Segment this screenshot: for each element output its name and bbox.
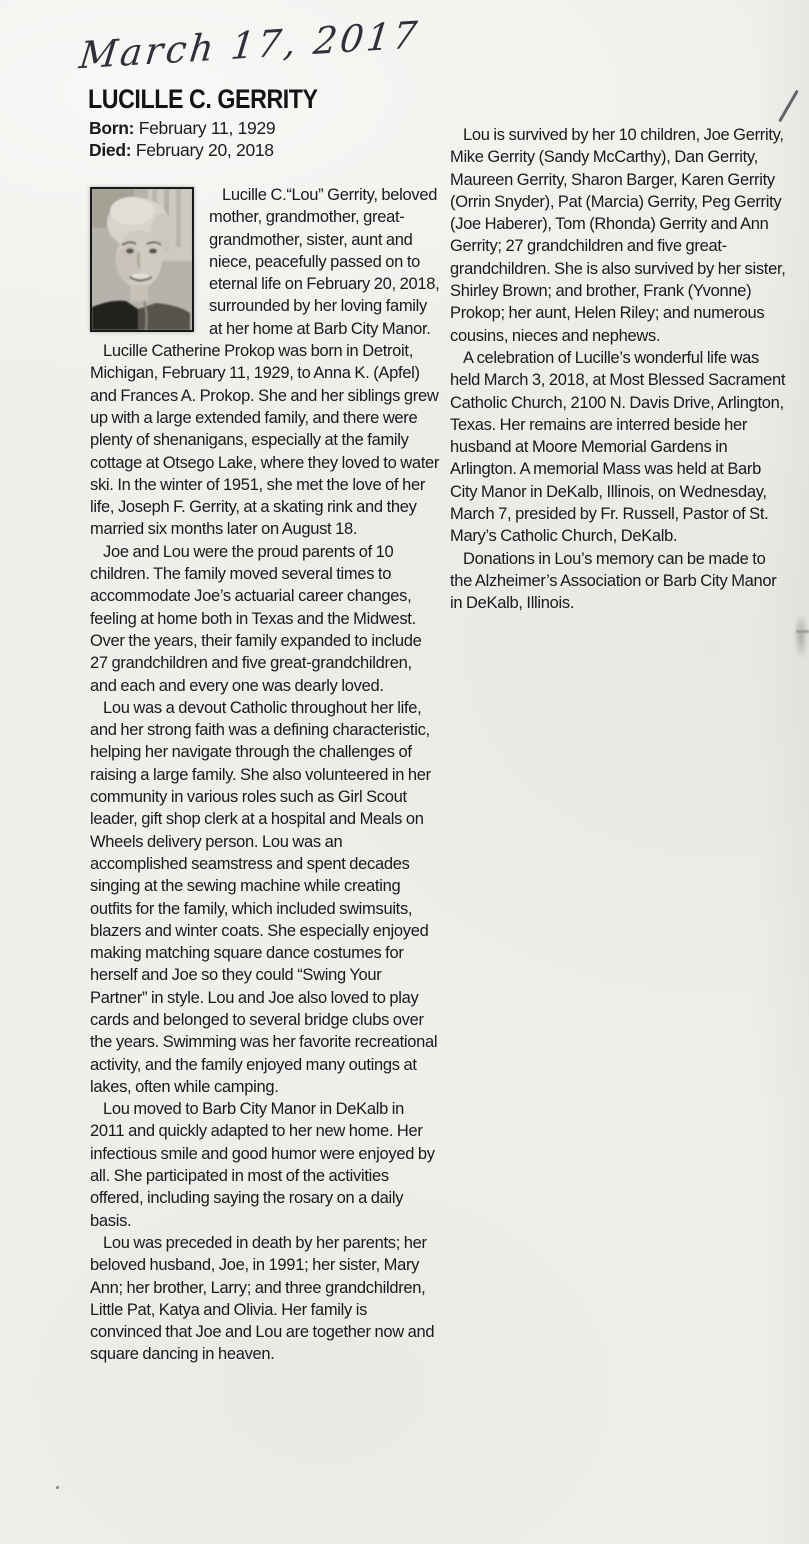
- paragraph: Lou is survived by her 10 children, Joe Gerrity, Mike Gerrity (Sandy McCarthy), Dan Gerrity, Maureen Gerrity, Sharon Barger, Karen Gerrity (Orrin Snyder), Pat (Marcia) Gerrity, Peg Gerrity (Joe Haberer), Tom (Rhonda) Gerrity and Ann Gerrity; 27 grandchildren and five great-grandchildren. She is also survived by her sister, Shirley Brown; and brother, Frank (Yvonne) Prokop; her aunt, Helen Riley; and numerous cousins, nieces and nephews.: [450, 126, 786, 345]
- paragraph: Lou was a devout Catholic throughout her life, and her strong faith was a defining characteristic, helping her navigate through the challenges of raising a large family. She also volunteered in her community in various roles such as Girl Scout leader, gift shop clerk at a hospital and Meals on Wheels delivery person. Lou was an accomplished seamstress and spent decades singing at the sewing machine while creating outfits for the family, which included swimsuits, blazers and winter coats. She especially enjoyed making matching square dance costumes for herself and Joe so they could “Swing Your Partner” in style. Lou and Joe also loved to play cards and belonged to several bridge clubs over the years. Swimming was her favorite recreational activity, and the family enjoyed many outings at lakes, often while camping.: [90, 698, 438, 1096]
- pen-mark-artifact: [778, 90, 799, 123]
- portrait-photo: [90, 187, 194, 332]
- born-line: [89, 117, 275, 139]
- paragraph-text: Lucille C.“Lou” Gerrity, beloved mother, grandmother, great-grandmother, sister, aunt and niece, peacefully passed on to eternal life on February 20, 2018, surrounded by her loving family at her home at Barb City Manor.: [209, 186, 440, 338]
- scan-smudge-line-artifact: [796, 630, 809, 633]
- paragraph: Lou was preceded in death by her parents; her beloved husband, Joe, in 1991; her sister, Mary Ann; her brother, Larry; and three grandchildren, Little Pat, Katya and Olivia. Her family is convinced that Joe and Lou are together now and square dancing in heaven.: [90, 1233, 435, 1364]
- paragraph-with-photo: [90, 184, 440, 340]
- died-value: February 20, 2018: [135, 140, 274, 160]
- scan-smudge-artifact: [793, 610, 809, 662]
- handwritten-date: March 17, 2017: [77, 13, 423, 78]
- paragraph: Lucille Catherine Prokop was born in Detroit, Michigan, February 11, 1929, to Anna K. (Apfel) and Frances A. Prokop. She and her siblings grew up with a large extended family, and there were plenty of shenanigans, especially at the family cottage at Otsego Lake, where they loved to water ski. In the winter of 1951, she met the love of her life, Joseph F. Gerrity, at a skating rink and they married six months later on August 18.: [90, 342, 440, 539]
- born-label: Born:: [89, 118, 135, 138]
- paragraph: Lou moved to Barb City Manor in DeKalb in 2011 and quickly adapted to her new home. Her infectious smile and good humor were enjoyed by all. She participated in most of the activities offered, including saying the rosary on a daily basis.: [90, 1100, 435, 1230]
- vitals-block: [89, 117, 275, 161]
- obituary-headline: LUCILLE C. GERRITY: [88, 84, 318, 114]
- ink-dot-artifact: [56, 1486, 59, 1489]
- died-line: [89, 139, 275, 161]
- left-column: [90, 184, 440, 1366]
- paragraph: Joe and Lou were the proud parents of 10 children. The family moved several times to accommodate Joe’s actuarial career changes, feeling at home both in Texas and the Midwest. Over the years, their family expanded to include 27 grandchildren and five great-grandchildren, and each and every one was dearly loved.: [90, 542, 422, 695]
- paragraph: Donations in Lou’s memory can be made to the Alzheimer’s Association or Barb City Manor in DeKalb, Illinois.: [450, 549, 777, 613]
- right-column: [450, 124, 791, 615]
- born-value: February 11, 1929: [138, 118, 276, 138]
- died-label: Died:: [89, 140, 132, 160]
- paragraph: A celebration of Lucille’s wonderful life was held March 3, 2018, at Most Blessed Sacrament Catholic Church, 2100 N. Davis Drive, Arlington, Texas. Her remains are interred beside her husband at Moore Memorial Gardens in Arlington. A memorial Mass was held at Barb City Manor in DeKalb, Illinois, on Wednesday, March 7, presided by Fr. Russell, Pastor of St. Mary’s Catholic Church, DeKalb.: [450, 348, 786, 546]
- portrait-photo-image: [92, 189, 192, 330]
